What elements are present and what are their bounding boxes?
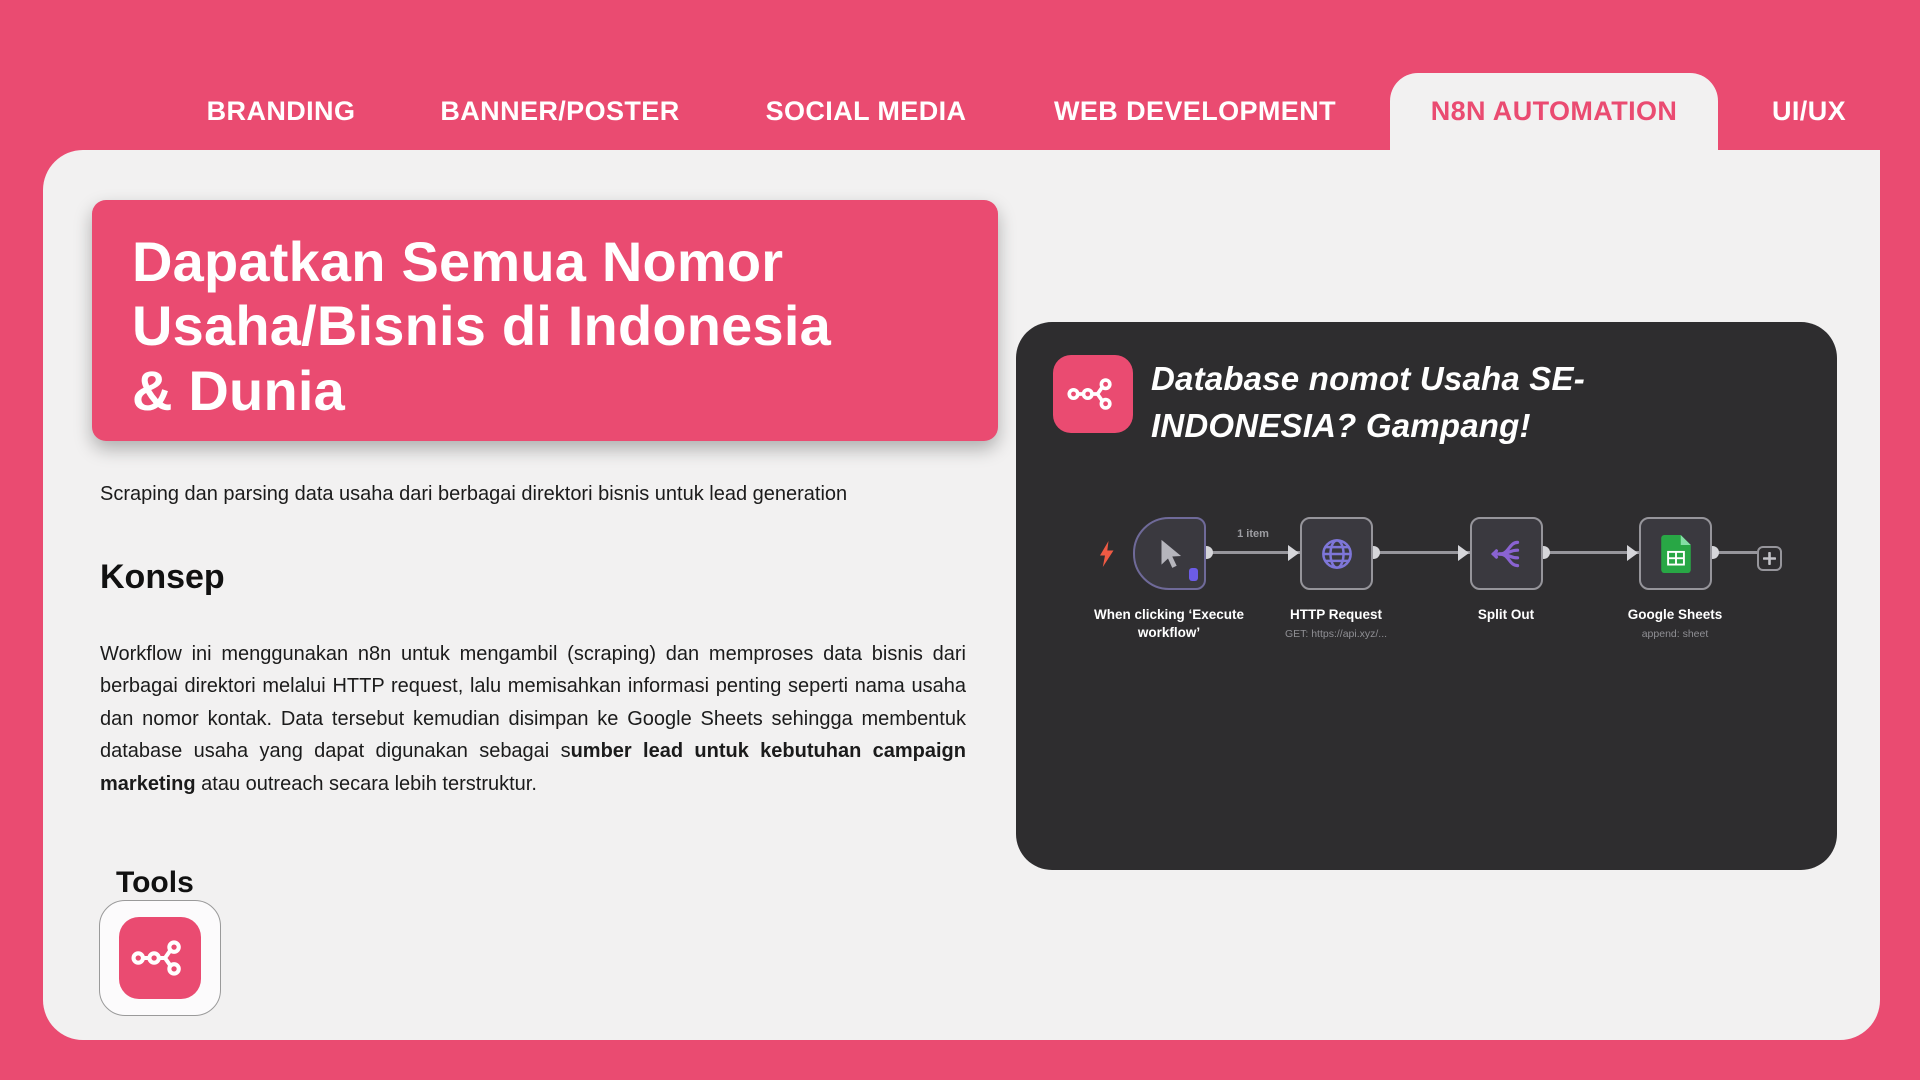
card-title-line: INDONESIA? Gampang! (1151, 406, 1531, 444)
n8n-logo-icon (119, 917, 201, 999)
cursor-icon (1153, 537, 1187, 571)
n8n-logo-icon (1053, 355, 1133, 433)
card-title-line: Database nomot Usaha SE- (1151, 360, 1585, 397)
tab-branding[interactable] (207, 73, 356, 150)
node-http-request (1300, 517, 1373, 590)
plus-icon (1763, 552, 1776, 565)
node-label-text: Google Sheets (1627, 607, 1723, 622)
n8n-workflow-card (1016, 322, 1837, 870)
google-sheets-icon (1661, 535, 1691, 573)
tab-label: BANNER/POSTER (440, 96, 680, 126)
trigger-badge (1189, 568, 1198, 581)
page-title-line: Usaha/Bisnis di Indonesia (132, 294, 831, 358)
konsep-paragraph (100, 638, 966, 800)
node-google-sheets (1639, 517, 1712, 590)
konsep-text: atau outreach secara lebih terstruktur. (195, 772, 537, 795)
tab-ui-ux[interactable] (1772, 73, 1846, 150)
tools-heading: Tools (116, 866, 194, 899)
tab-label: UI/UX (1771, 96, 1847, 126)
node-label-text: HTTP Request (1289, 607, 1382, 622)
tab-social-media[interactable] (766, 73, 967, 150)
connection-line (1206, 551, 1300, 554)
tab-label: SOCIAL MEDIA (765, 96, 967, 126)
node-label-manual-trigger (1083, 606, 1255, 642)
tab-banner-poster[interactable] (440, 73, 679, 150)
page-title-line: Dapatkan Semua Nomor (132, 230, 784, 293)
tab-label: WEB DEVELOPMENT (1053, 96, 1337, 126)
node-label-text: Split Out (1477, 607, 1535, 622)
konsep-text-bold: umber lead untuk kebutuhan campaign marketing (100, 740, 966, 795)
content-panel (43, 150, 1880, 1040)
konsep-text: Workflow ini menggunakan n8n untuk mengambil (scraping) dan memproses data bisnis dari berbagai direktori melalui HTTP request, lalu memisahkan informasi penting seperti nama usaha dan nomor kontak. Data tersebut kemudian disimpan ke Google Sheets sehingga membentuk database usaha yang dapat digunakan sebagai s (100, 643, 966, 763)
tab-label: N8N AUTOMATION (1430, 96, 1678, 126)
page-title (92, 200, 998, 441)
tab-web-development[interactable] (1054, 73, 1336, 150)
add-node-button (1757, 546, 1782, 571)
tools-card (99, 900, 221, 1016)
node-sublabel-text: append: sheet (1641, 628, 1709, 641)
page-title-line: & Dunia (132, 358, 345, 422)
connection-items-label: 1 item (1237, 528, 1269, 540)
node-label-split-out (1426, 606, 1586, 624)
input-arrow-icon (1458, 545, 1469, 561)
input-arrow-icon (1288, 545, 1299, 561)
connection-line (1543, 551, 1639, 554)
input-arrow-icon (1627, 545, 1638, 561)
node-sublabel-text: GET: https://api.xyz/... (1284, 628, 1388, 641)
node-split-out (1470, 517, 1543, 590)
tab-label: BRANDING (206, 96, 356, 126)
intro-text: Scraping dan parsing data usaha dari berbagai direktori bisnis untuk lead generation (100, 483, 848, 505)
workflow-card-title (1151, 356, 1711, 450)
tab-n8n-automation[interactable] (1390, 73, 1718, 150)
node-label-text: When clicking ‘Execute workflow’ (1093, 607, 1245, 641)
split-out-icon (1488, 535, 1526, 573)
connection-line (1373, 551, 1470, 554)
node-label-http-request (1246, 606, 1426, 641)
konsep-heading: Konsep (100, 558, 225, 596)
globe-icon (1316, 533, 1358, 575)
node-manual-trigger (1133, 517, 1206, 590)
lightning-bolt-icon (1098, 541, 1116, 572)
top-navigation (0, 0, 1920, 150)
node-label-google-sheets (1595, 606, 1755, 641)
